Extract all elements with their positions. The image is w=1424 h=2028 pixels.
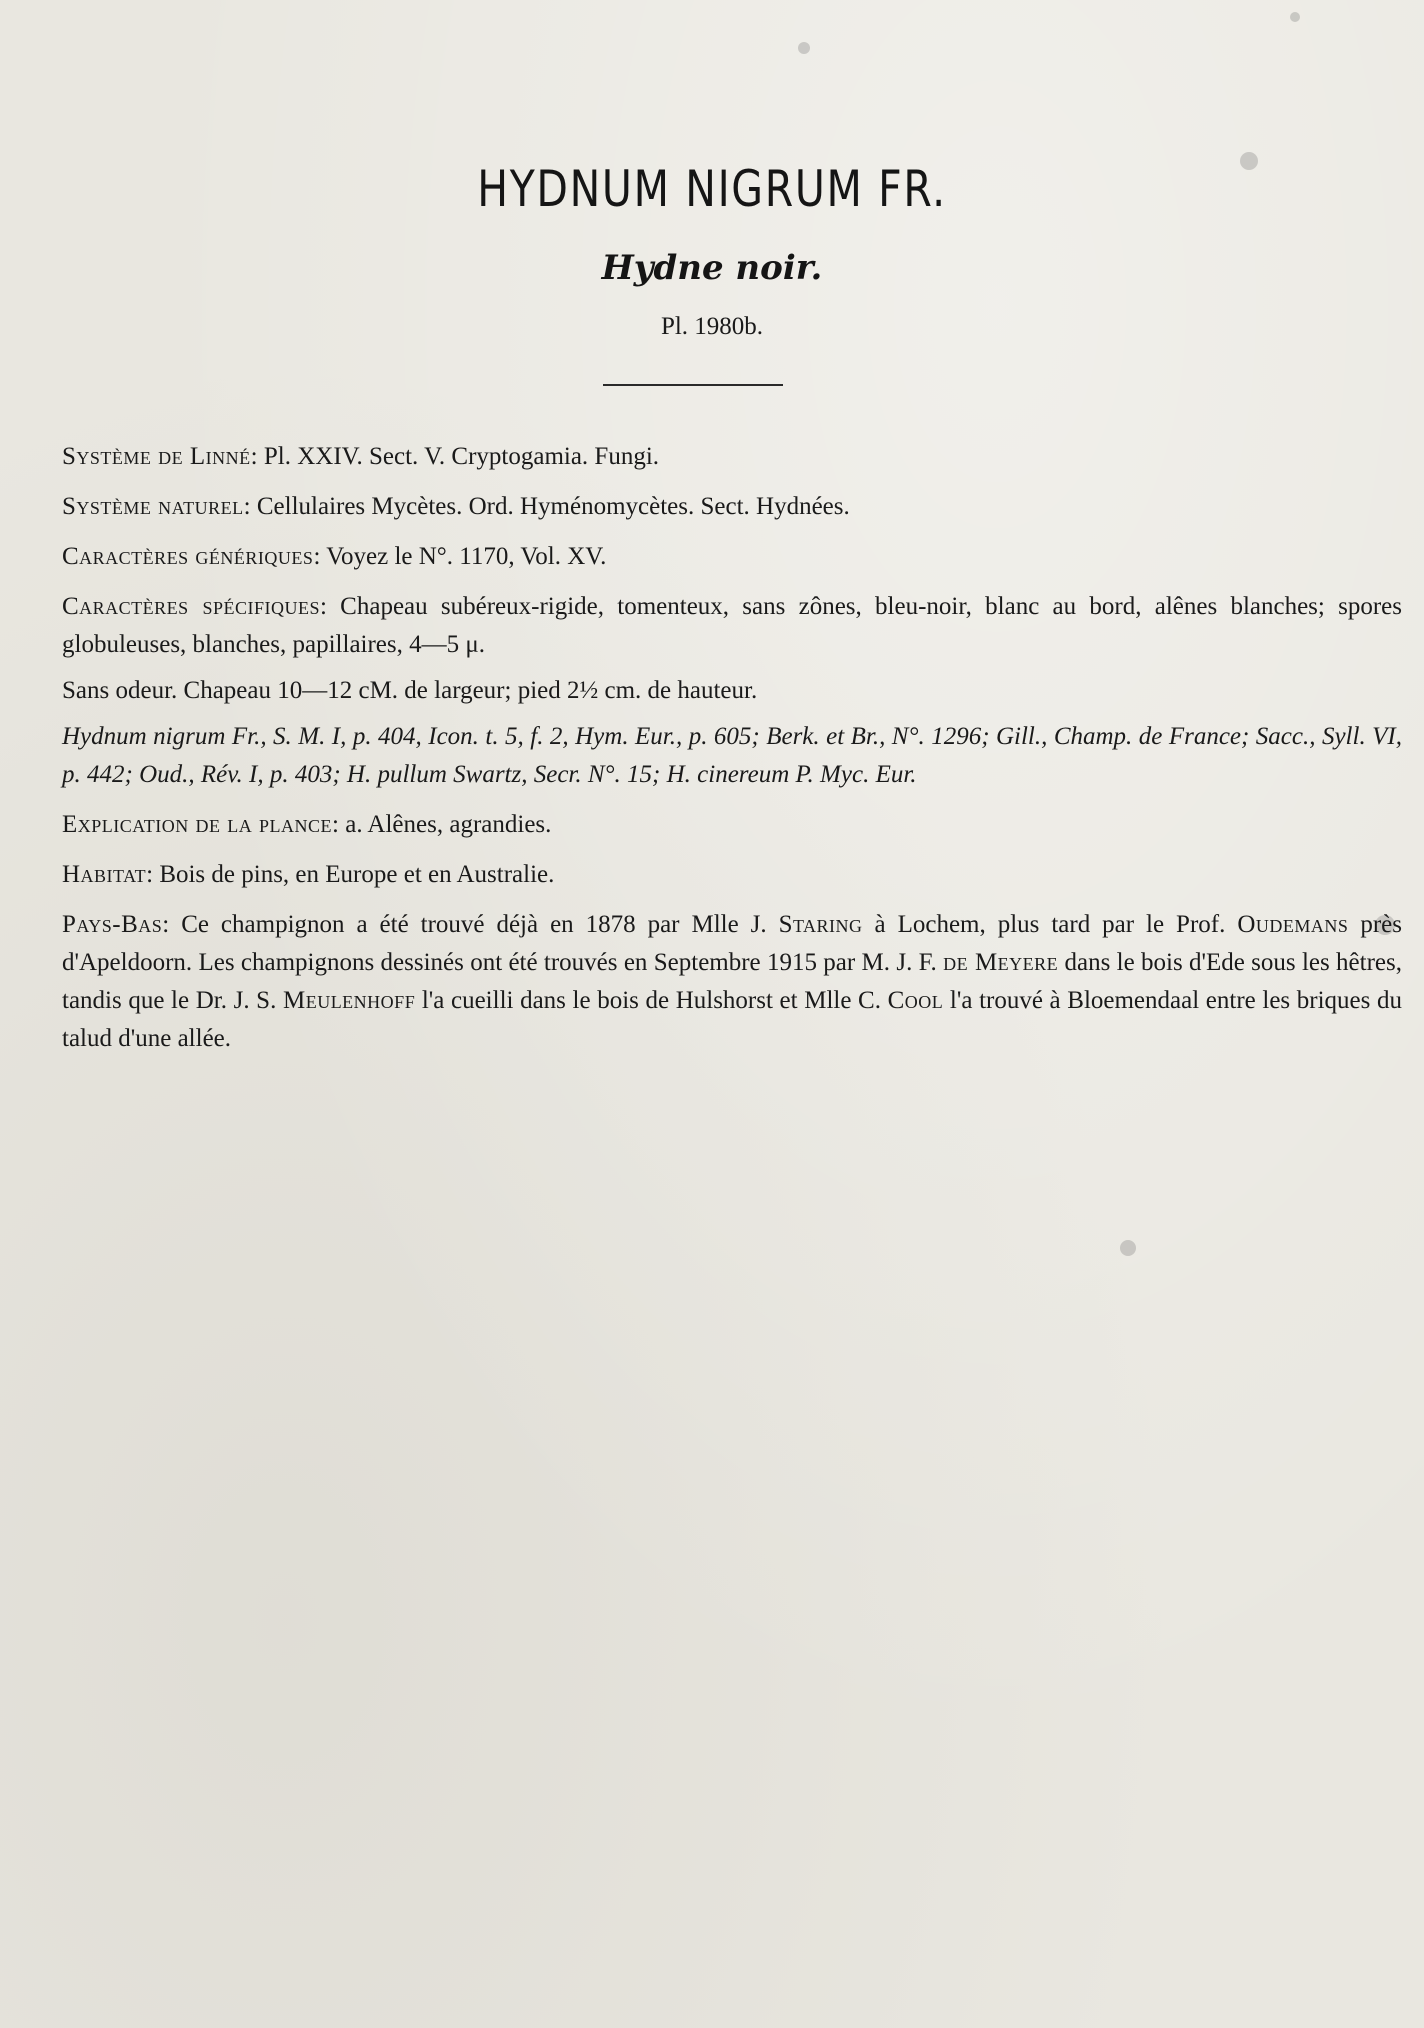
paper-spot: [1290, 12, 1300, 22]
section-specifiques: [62, 588, 1402, 664]
section-text: Hydnum nigrum Fr., S. M. I, p. 404, Icon. t. 5, f. 2, Hym. Eur., p. 605; Berk. et Br., N°. 1296; Gill., Champ. de France; Sacc., Syll. VI, p. 442; Oud., Rév. I, p. 403; H. pullum Swartz, Secr. N°. 15; H. cinereum P. Myc. Eur.: [62, 723, 1402, 788]
section-odeur: [62, 672, 1402, 710]
page-title: HYDNUM NIGRUM FR.: [477, 160, 947, 218]
plate-number: Pl. 1980b.: [660, 313, 764, 340]
section-text: à Lochem, plus tard par le Prof.: [862, 911, 1238, 938]
label-separator: :: [332, 811, 346, 838]
page-subtitle: Hydne noir.: [601, 248, 823, 288]
person-name: Cool: [887, 987, 944, 1014]
label-separator: :: [313, 543, 327, 570]
section-text: l'a cueilli dans le bois de Hulshorst et Mlle C.: [415, 987, 888, 1014]
section-habitat: [62, 856, 1402, 894]
section-text: Chapeau subéreux-rigide, tomenteux, sans zônes, bleu-noir, blanc au bord, alênes blanches; spores globuleuses, blanches, papillaires, 4—5 μ.: [62, 593, 1402, 658]
body-text: [62, 438, 1402, 1070]
person-name: Oudemans: [1237, 911, 1349, 938]
person-name: Staring: [778, 911, 863, 938]
label-separator: :: [146, 861, 160, 888]
section-linne: [62, 438, 1402, 476]
section-text: dans le bois d'Ede sous les hêtres, tandis que le Dr. J. S.: [62, 949, 1402, 1014]
person-name: Meulenhoff: [282, 987, 416, 1014]
label-separator: :: [162, 911, 182, 938]
section-text: a. Alênes, agrandies.: [345, 811, 552, 838]
section-label: Système de Linné: [62, 443, 251, 470]
section-explication: [62, 806, 1402, 844]
section-text: Cellulaires Mycètes. Ord. Hyménomycètes. Sect. Hydnées.: [256, 493, 850, 520]
paper-spot: [798, 42, 810, 54]
title-divider: [603, 384, 783, 386]
section-text: Bois de pins, en Europe et en Australie.: [159, 861, 555, 888]
section-label: Caractères génériques: [62, 543, 314, 570]
paper-spot: [1120, 1240, 1136, 1256]
section-text: l'a trouvé à Bloemendaal entre les briques du talud d'une allée.: [62, 987, 1402, 1052]
person-name: de Meyere: [943, 949, 1059, 976]
section-label: Explication de la plance: [62, 811, 333, 838]
section-naturel: [62, 488, 1402, 526]
label-separator: :: [243, 493, 257, 520]
section-text: près d'Apeldoorn. Les champignons dessinés ont été trouvés en Septembre 1915 par M. J. F.: [62, 911, 1403, 976]
section-label: Caractères spécifiques: [62, 593, 320, 620]
section-text: Sans odeur. Chapeau 10—12 cM. de largeur; pied 2½ cm. de hauteur.: [62, 677, 758, 704]
section-label: Pays-Bas: [62, 911, 163, 938]
section-text: Voyez le N°. 1170, Vol. XV.: [326, 543, 607, 570]
label-separator: :: [319, 593, 341, 620]
section-text: Ce champignon a été trouvé déjà en 1878 par Mlle J.: [181, 911, 779, 938]
section-generiques: [62, 538, 1402, 576]
section-label: Habitat: [62, 861, 147, 888]
label-separator: :: [250, 443, 264, 470]
section-references: [62, 718, 1402, 794]
section-paysbas: [62, 906, 1402, 1058]
section-label: Système naturel: [62, 493, 244, 520]
section-text: Pl. XXIV. Sect. V. Cryptogamia. Fungi.: [263, 443, 660, 470]
